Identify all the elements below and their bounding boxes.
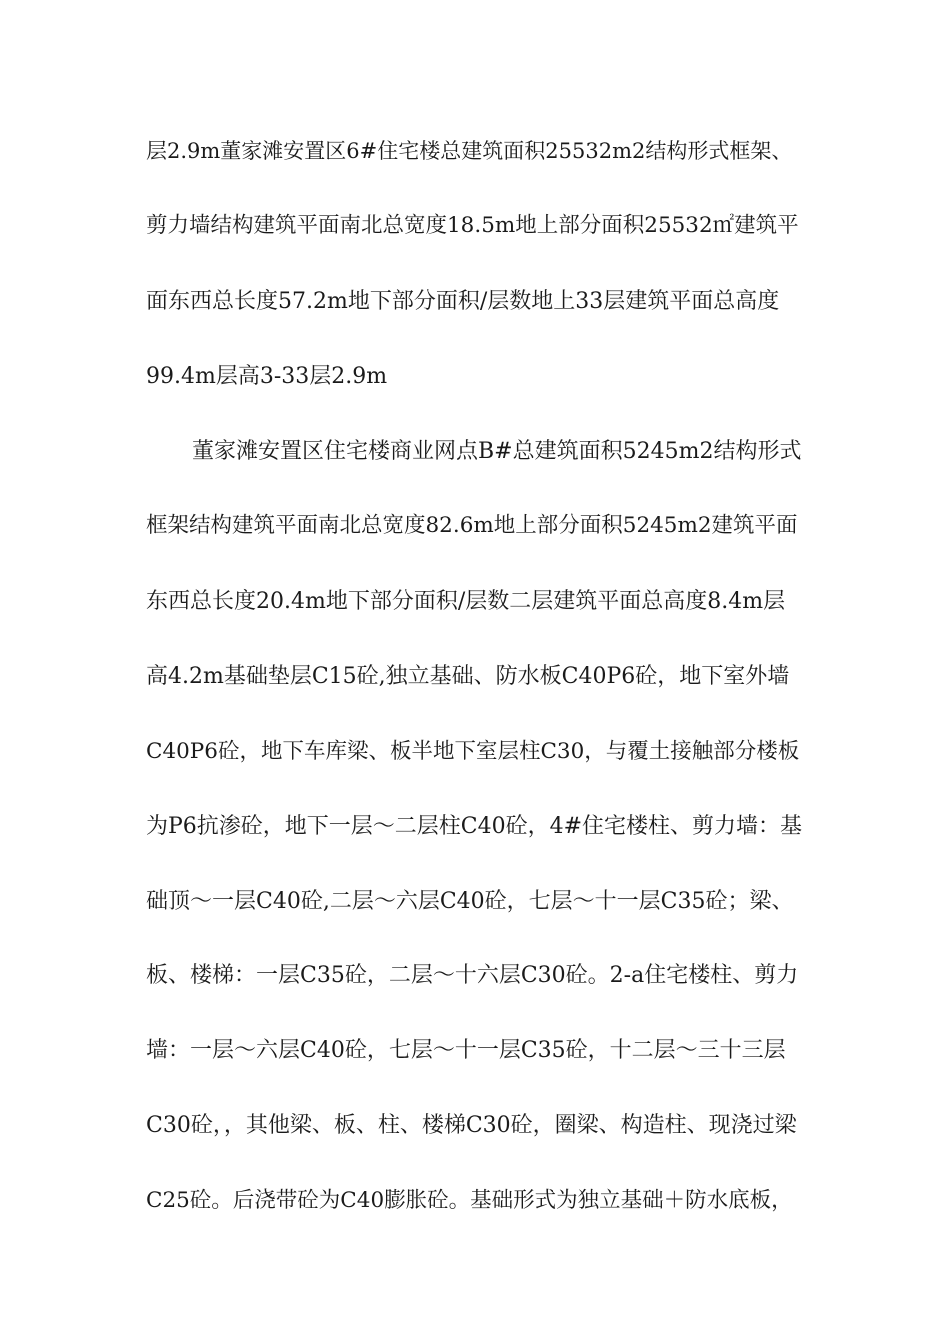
text-line: C30砼，，其他梁、板、柱、楼梯C30砼，圈梁、构造柱、现浇过梁	[146, 1113, 797, 1138]
text-line: 为P6抗渗砼，地下一层～二层柱C40砼，4#住宅楼柱、剪力墙：基	[146, 814, 803, 839]
text-line: C25砼。后浇带砼为C40膨胀砼。基础形式为独立基础＋防水底板，	[146, 1188, 793, 1213]
text-line: 面东西总长度57.2m地下部分面积/层数地上33层建筑平面总高度	[146, 289, 780, 314]
text-line: C40P6砼，地下车库梁、板半地下室层柱C30，与覆土接触部分楼板	[146, 739, 800, 764]
text-line: 剪力墙结构建筑平面南北总宽度18.5m地上部分面积25532㎡建筑平	[146, 213, 799, 238]
text-line: 框架结构建筑平面南北总宽度82.6m地上部分面积5245m2建筑平面	[146, 513, 798, 538]
text-line: 东西总长度20.4m地下部分面积/层数二层建筑平面总高度8.4m层	[146, 589, 786, 614]
text-line: 层2.9m董家滩安置区6#住宅楼总建筑面积25532m2结构形式框架、	[146, 139, 793, 163]
paragraph-first-line: 董家滩安置区住宅楼商业网点B#总建筑面积5245m2结构形式	[192, 439, 802, 464]
text-line: 墙：一层～六层C40砼，七层～十一层C35砼，十二层～三十三层	[146, 1038, 786, 1063]
text-line: 础顶～一层C40砼,二层～六层C40砼，七层～十一层C35砼；梁、	[146, 889, 794, 914]
text-line: 板、楼梯：一层C35砼，二层～十六层C30砼。2-a住宅楼柱、剪力	[146, 963, 799, 988]
text-line: 高4.2m基础垫层C15砼,独立基础、防水板C40P6砼，地下室外墙	[146, 664, 790, 689]
text-line: 99.4m层高3-33层2.9m	[146, 364, 388, 389]
